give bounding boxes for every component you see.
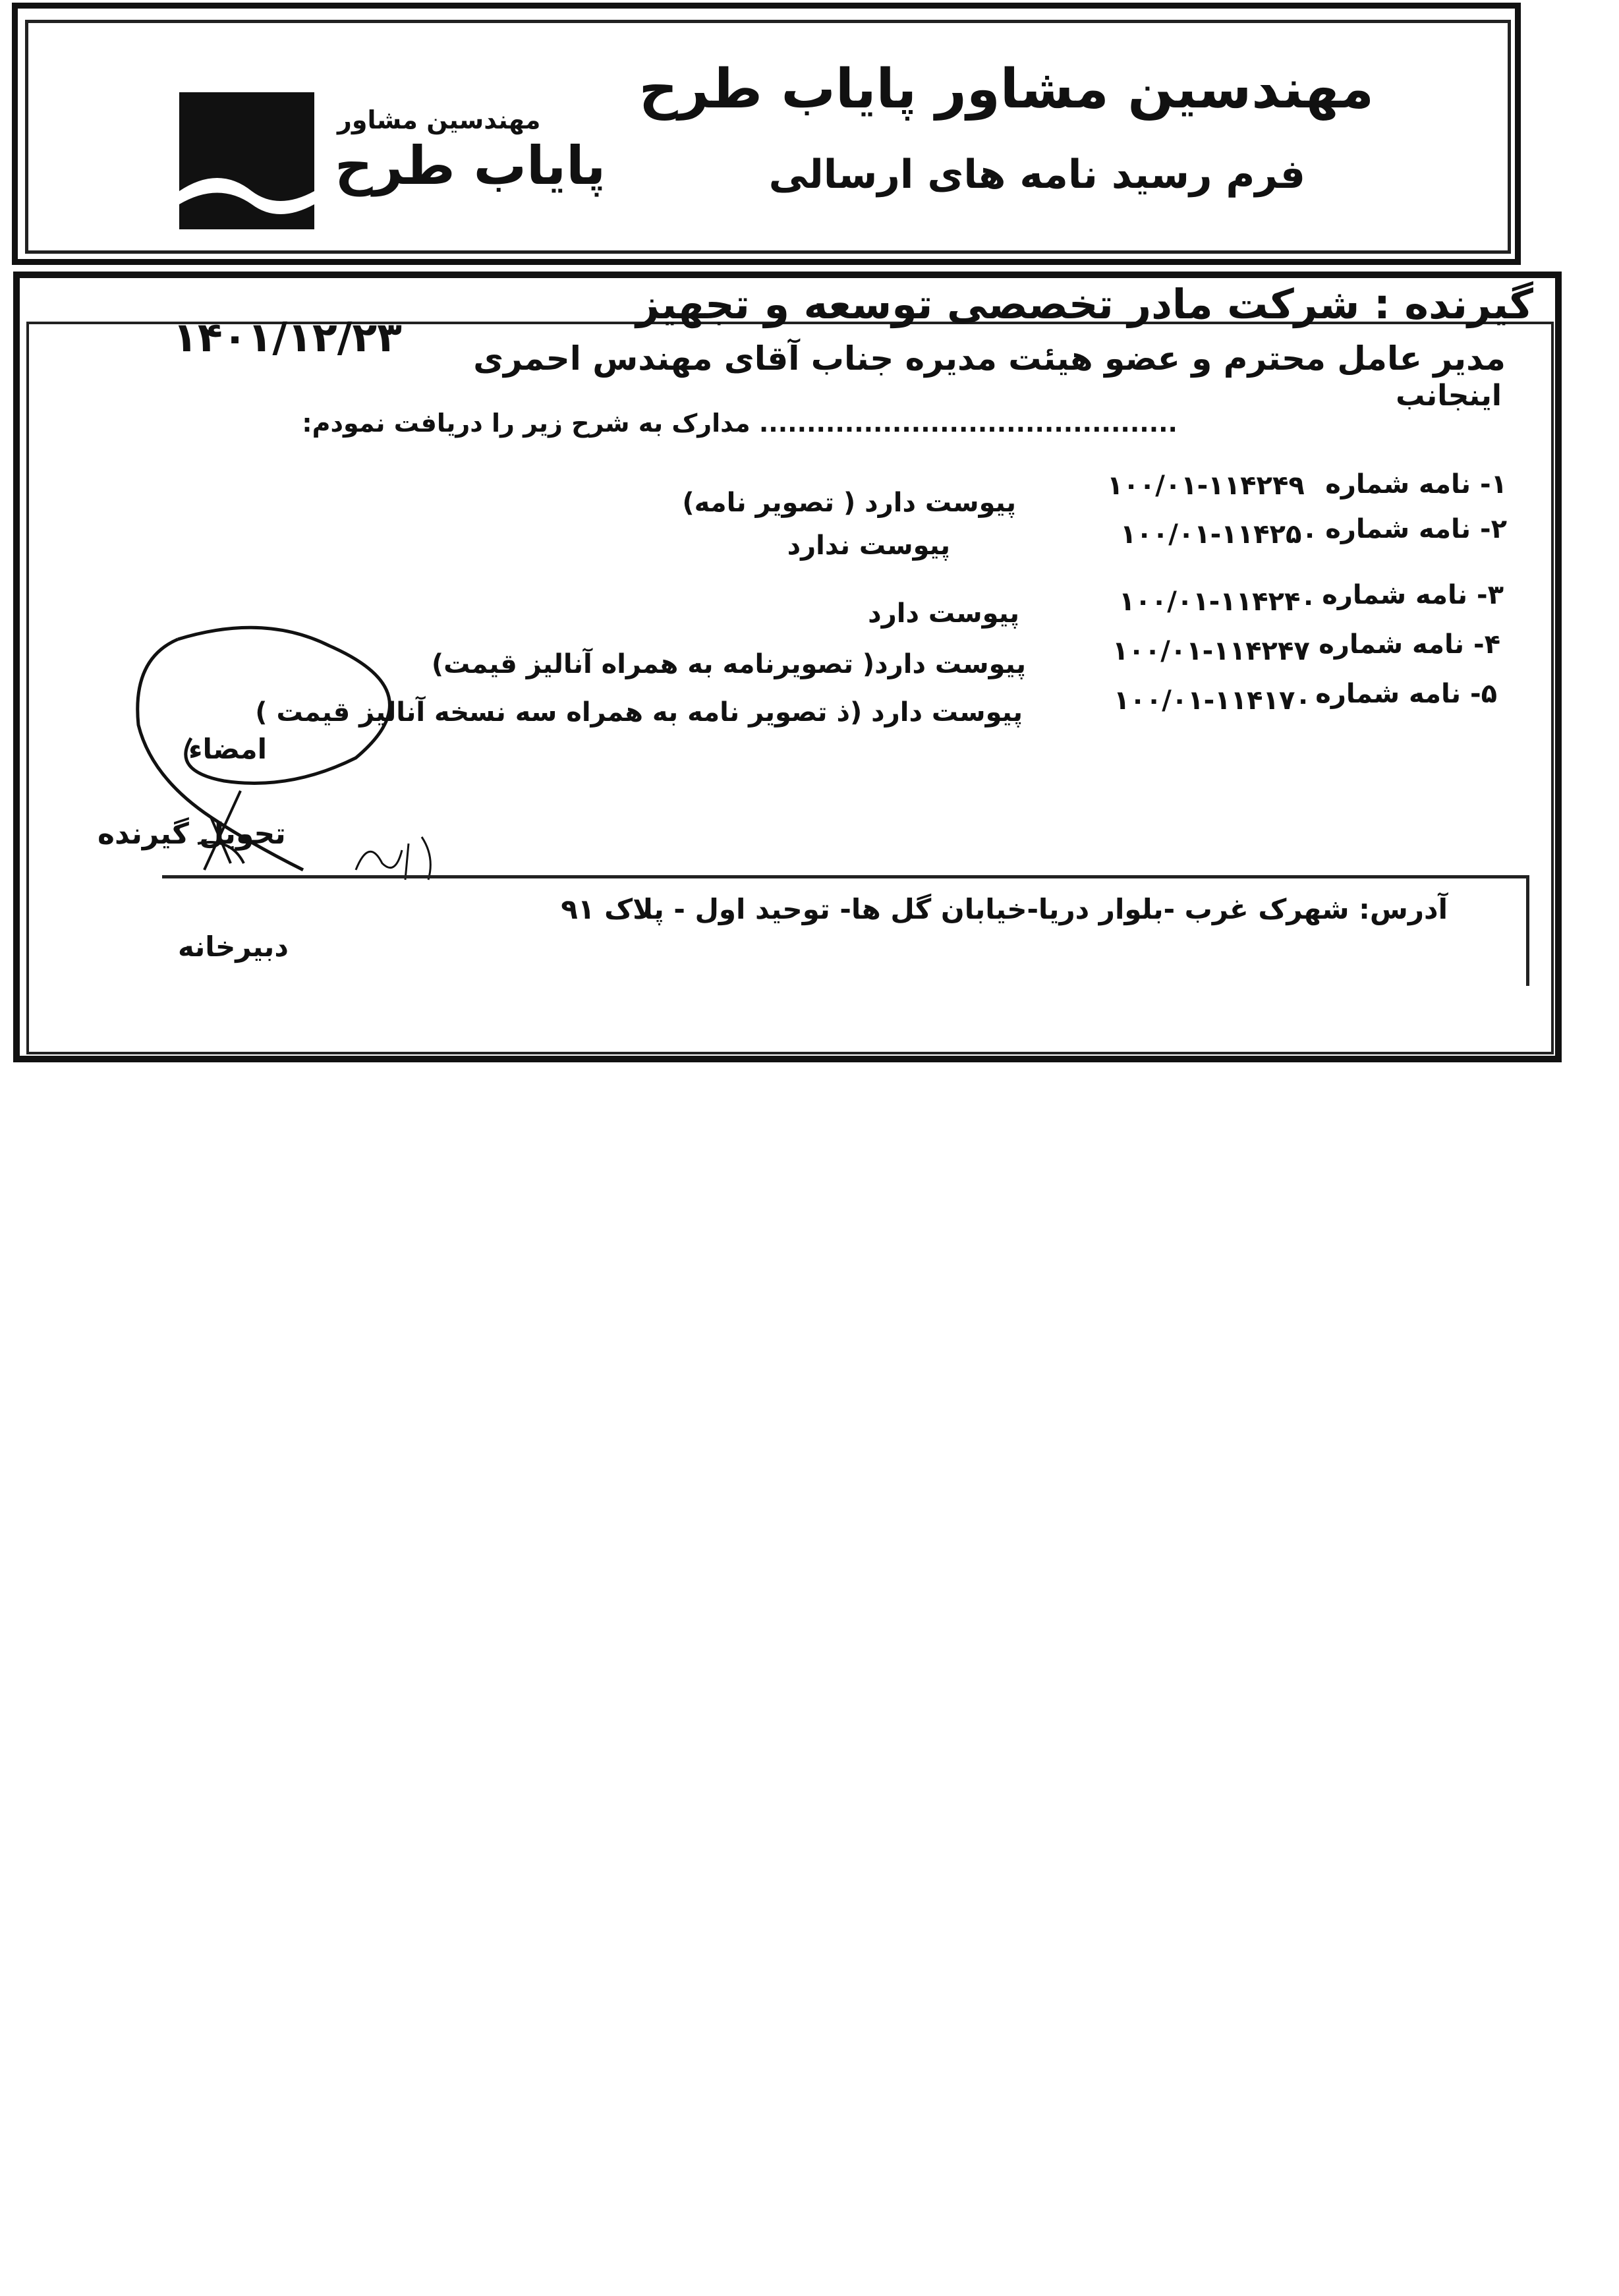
- form-title: فرم رسید نامه های ارسالی: [768, 152, 1305, 198]
- delivery-label: تحویل گیرنده: [98, 817, 286, 851]
- recipient-line: گیرنده : شرکت مادر تخصصی توسعه و تجهیز: [636, 280, 1533, 328]
- item-number: ۱۰۰/۰۱-۱۱۴۲۵۰: [1120, 519, 1318, 550]
- item-label: ۱- نامه شماره: [1325, 469, 1507, 500]
- address-line: آدرس: شهرک غرب -بلوار دریا-خیابان گل ها- توحید اول - پلاک ۹۱: [561, 893, 1448, 925]
- item-note: پیوست دارد( تصویرنامه به همراه آنالیز قیمت): [431, 649, 1026, 679]
- company-name: مهندسین مشاور پایاب طرح: [639, 58, 1374, 121]
- item-number: ۱۰۰/۰۱-۱۱۴۲۴۹: [1107, 471, 1305, 501]
- secretariat-label: دبیرخانه: [178, 931, 289, 963]
- item-label: ۲- نامه شماره: [1325, 514, 1507, 544]
- undersigned-label: اینجانب: [1396, 379, 1502, 413]
- sign-label: امضاء: [188, 733, 268, 765]
- item-number: ۱۰۰/۰۱-۱۱۴۲۴۰: [1119, 587, 1317, 617]
- letter-date: ۱۴۰۱/۱۲/۲۳: [173, 313, 403, 361]
- item-label: ۴- نامه شماره: [1319, 629, 1500, 660]
- logo-wave-icon: [179, 92, 314, 229]
- received-statement: ............................................ مدارک به شرح زیر را دریافت نمودم:: [302, 409, 1178, 438]
- item-label: ۵- نامه شماره: [1315, 679, 1497, 709]
- item-number: ۱۰۰/۰۱-۱۱۴۲۴۷: [1112, 636, 1310, 666]
- item-label: ۳- نامه شماره: [1322, 580, 1504, 610]
- logo-mark: [179, 92, 314, 229]
- item-note: پیوست دارد ( تصویر نامه): [682, 488, 1016, 518]
- item-note: پیوست ندارد: [787, 531, 950, 561]
- addressee-line: مدیر عامل محترم و عضو هیئت مدیره جناب آقای مهندس احمری: [473, 339, 1506, 378]
- handwritten-signature: [92, 619, 461, 896]
- item-note: پیوست دارد (ذ تصویر نامه به همراه سه نسخه آنالیز قیمت ): [255, 697, 1023, 728]
- item-note: پیوست دارد: [868, 598, 1019, 629]
- item-number: ۱۰۰/۰۱-۱۱۴۱۷۰: [1114, 685, 1311, 716]
- logo-title: پایاب طرح: [335, 135, 606, 196]
- logo-caption: مهندسین مشاور: [337, 105, 541, 134]
- address-frame: [162, 875, 1529, 986]
